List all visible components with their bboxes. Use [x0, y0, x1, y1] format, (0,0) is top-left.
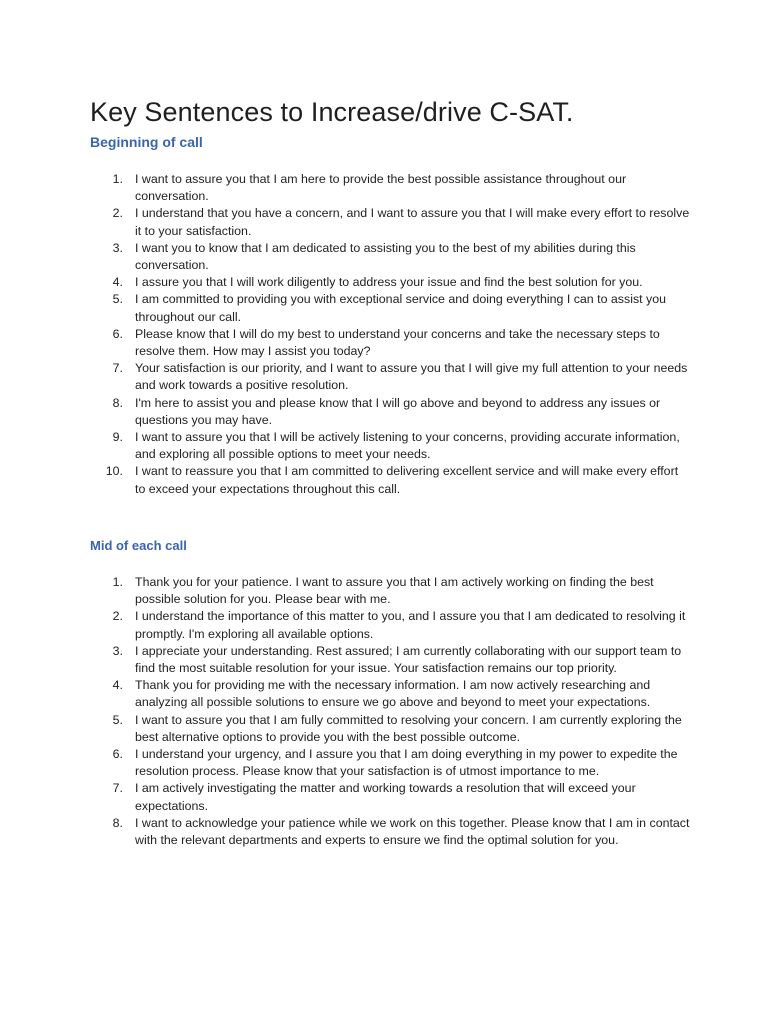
list-item: [90, 291, 690, 325]
item-number: 5.: [112, 712, 123, 727]
list-item: [90, 608, 690, 642]
list-item: [90, 815, 690, 849]
item-number: 1.: [112, 172, 123, 186]
item-text: Your satisfaction is our priority, and I want to assure you that I will give my full attention to your needs and work towards a positive resolution.: [135, 361, 688, 393]
item-text: I want to assure you that I will be actively listening to your concerns, providing accurate information, and exploring all possible options to meet your needs.: [135, 430, 680, 462]
item-text: I assure you that I will work diligently to address your issue and find the best solution for you.: [135, 275, 643, 290]
item-number: 10.: [105, 464, 123, 479]
item-text: I want to assure you that I am fully committed to resolving your concern. I am currently exploring the best alternative options to provide you with the best possible outcome.: [135, 712, 682, 744]
item-number: 5.: [112, 292, 123, 307]
item-text: I appreciate your understanding. Rest assured; I am currently collaborating with our support team to find the most suitable resolution for your issue. Your satisfaction remains our top priority.: [135, 643, 682, 676]
item-text: I am actively investigating the matter and working towards a resolution that will exceed your expectations.: [135, 781, 636, 813]
mid-of-call-list: [90, 574, 690, 849]
beginning-of-call-list: [90, 171, 690, 498]
item-number: 2.: [112, 609, 123, 624]
list-item: [90, 240, 690, 274]
item-number: 7.: [112, 781, 123, 796]
item-text: Thank you for providing me with the necessary information. I am now actively researching and analyzing all possible solutions to ensure we go above and beyond to meet your expectations.: [135, 678, 651, 710]
item-number: 1.: [112, 575, 123, 589]
list-item: [90, 463, 690, 497]
item-text: I am committed to providing you with exceptional service and doing everything I can to assist you throughout our call.: [135, 292, 667, 324]
item-number: 2.: [112, 206, 123, 221]
list-item: [90, 429, 690, 463]
document-title: Key Sentences to Increase/drive C-SAT.: [90, 97, 574, 127]
item-number: 4.: [112, 678, 123, 693]
item-text: Please know that I will do my best to understand your concerns and take the necessary steps to resolve them. How may I assist you today?: [135, 326, 660, 359]
item-number: 8.: [112, 815, 123, 830]
item-text: I want to acknowledge your patience while we work on this together. Please know that I am in contact with the relevant departments and experts to ensure we find the optimal solution for you.: [135, 815, 690, 848]
item-number: 3.: [112, 643, 123, 658]
item-text: I want you to know that I am dedicated to assisting you to the best of my abilities during this conversation.: [135, 240, 636, 273]
list-item: [90, 274, 690, 291]
item-text: Thank you for your patience. I want to assure you that I am actively working on finding the best possible solution for you. Please bear with me.: [135, 575, 654, 607]
list-item: [90, 643, 690, 677]
list-item: [90, 780, 690, 814]
list-item: [90, 746, 690, 780]
item-number: 9.: [112, 430, 123, 445]
item-number: 6.: [112, 747, 123, 762]
item-text: I understand that you have a concern, and I want to assure you that I will make every effort to resolve it to your satisfaction.: [135, 206, 690, 238]
section-heading-mid-call: Mid of each call: [90, 538, 187, 553]
item-text: I want to assure you that I am here to provide the best possible assistance throughout our conversation.: [135, 172, 627, 204]
list-item: [90, 395, 690, 429]
list-item: [90, 326, 690, 360]
item-number: 6.: [112, 326, 123, 341]
section-heading-beginning: Beginning of call: [90, 134, 203, 150]
list-item: [90, 574, 690, 608]
item-number: 4.: [112, 275, 123, 290]
item-number: 7.: [112, 361, 123, 376]
list-item: [90, 205, 690, 239]
item-text: I'm here to assist you and please know that I will go above and beyond to address any issues or questions you may have.: [135, 395, 661, 427]
item-text: I want to reassure you that I am committed to delivering excellent service and will make every effort to exceed your expectations throughout this call.: [135, 464, 679, 496]
list-item: [90, 677, 690, 711]
list-item: [90, 712, 690, 746]
item-number: 8.: [112, 395, 123, 410]
list-item: [90, 171, 690, 205]
list-item: [90, 360, 690, 394]
item-text: I understand your urgency, and I assure you that I am doing everything in my power to expedite the resolution process. Please know that your satisfaction is of utmost importance to me.: [135, 747, 678, 779]
item-text: I understand the importance of this matter to you, and I assure you that I am dedicated to resolving it promptly. I'm exploring all available options.: [135, 609, 686, 641]
item-number: 3.: [112, 240, 123, 255]
